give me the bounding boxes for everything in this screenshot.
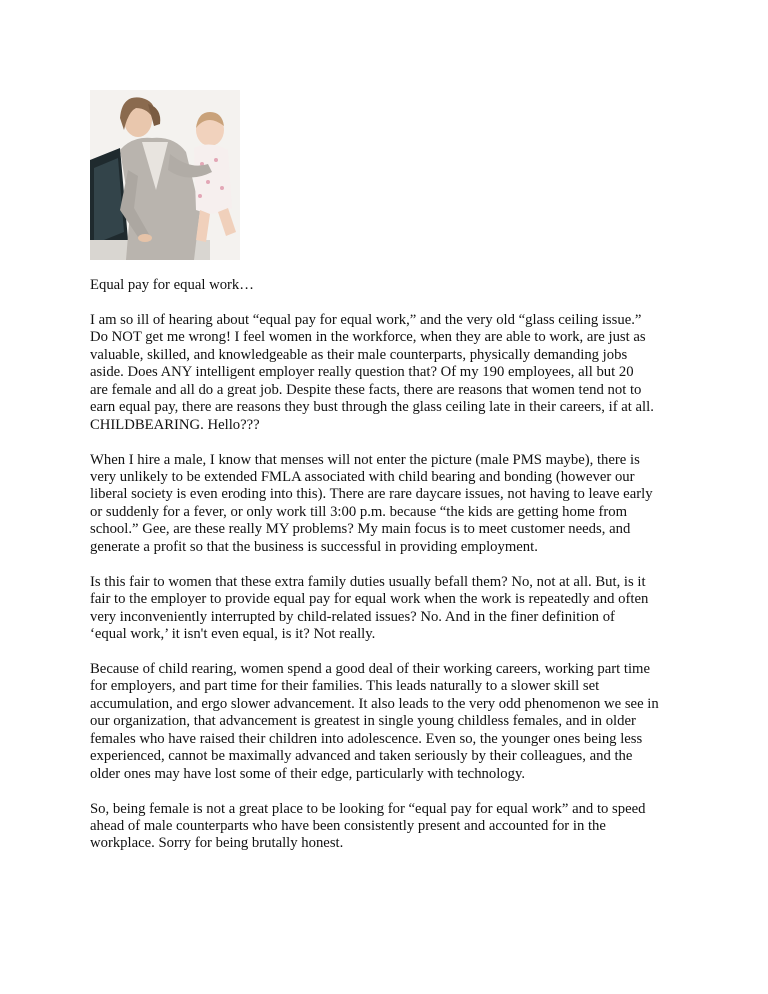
text-line: liberal society is even eroding into this). There are rare daycare issues, not having to leave early (90, 486, 653, 503)
text-line: our organization, that advancement is greatest in single young childless females, and in older (90, 713, 636, 730)
text-line: Because of child rearing, women spend a good deal of their working careers, working part time (90, 660, 650, 677)
paragraph-3 (90, 574, 690, 644)
text-line: fair to the employer to provide equal pay for equal work when the work is repeatedly and often (90, 591, 649, 608)
paragraph-4 (90, 661, 690, 783)
document-title (90, 277, 690, 294)
text-line: When I hire a male, I know that menses will not enter the picture (male PMS maybe), there is (90, 451, 640, 468)
text-line: So, being female is not a great place to be looking for “equal pay for equal work” and to speed (90, 800, 646, 817)
text-line: or suddenly for a fever, or only work till 3:00 p.m. because “the kids are getting home from (90, 503, 627, 520)
title-text: Equal pay for equal work… (90, 277, 254, 293)
text-line: school.” Gee, are these really MY problems? My main focus is to meet customer needs, and (90, 521, 631, 538)
text-line: are female and all do a great job. Despite these facts, there are reasons that women tend not to (90, 381, 642, 398)
text-line: Do NOT get me wrong! I feel women in the workforce, when they are able to work, are just as (90, 329, 646, 346)
text-line: earn equal pay, there are reasons they bust through the glass ceiling late in their careers, if at all. (90, 399, 654, 416)
text-line: ‘equal work,’ it isn't even equal, is it? Not really. (90, 626, 376, 643)
text-line: very inconveniently interrupted by child-related issues? No. And in the finer definition of (90, 608, 615, 625)
text-line: for employers, and part time for their families. This leads naturally to a slower skill set (90, 678, 600, 695)
mother-holding-baby-photo (90, 90, 240, 260)
text-line: I am so ill of hearing about “equal pay for equal work,” and the very old “glass ceiling issue.” (90, 311, 642, 328)
text-line: experienced, cannot be maximally advanced and taken seriously by their colleagues, and the (90, 748, 633, 765)
text-line: workplace. Sorry for being brutally honest. (90, 835, 344, 852)
document-body (90, 277, 690, 870)
text-line: Is this fair to women that these extra family duties usually befall them? No, not at all. But, is it (90, 573, 646, 590)
text-line: aside. Does ANY intelligent employer really question that? Of my 190 employees, all but 20 (90, 364, 634, 381)
text-line: females who have raised their children into adolescence. Even so, the younger ones being less (90, 730, 643, 747)
paragraph-5 (90, 801, 690, 853)
text-line: generate a profit so that the business is successful in providing employment. (90, 538, 538, 555)
text-line: ahead of male counterparts who have been consistently present and accounted for in the (90, 817, 606, 834)
text-line: CHILDBEARING. Hello??? (90, 416, 260, 433)
photo-illustration (90, 90, 240, 260)
text-line: older ones may have lost some of their edge, particularly with technology. (90, 765, 526, 782)
text-line: valuable, skilled, and knowledgeable as their male counterparts, physically demanding jobs (90, 346, 628, 363)
paragraph-2 (90, 452, 690, 557)
text-line: accumulation, and ergo slower advancement. It also leads to the very odd phenomenon we see in (90, 695, 659, 712)
text-line: very unlikely to be extended FMLA associated with child bearing and bonding (however our (90, 468, 635, 485)
paragraph-1 (90, 312, 690, 434)
